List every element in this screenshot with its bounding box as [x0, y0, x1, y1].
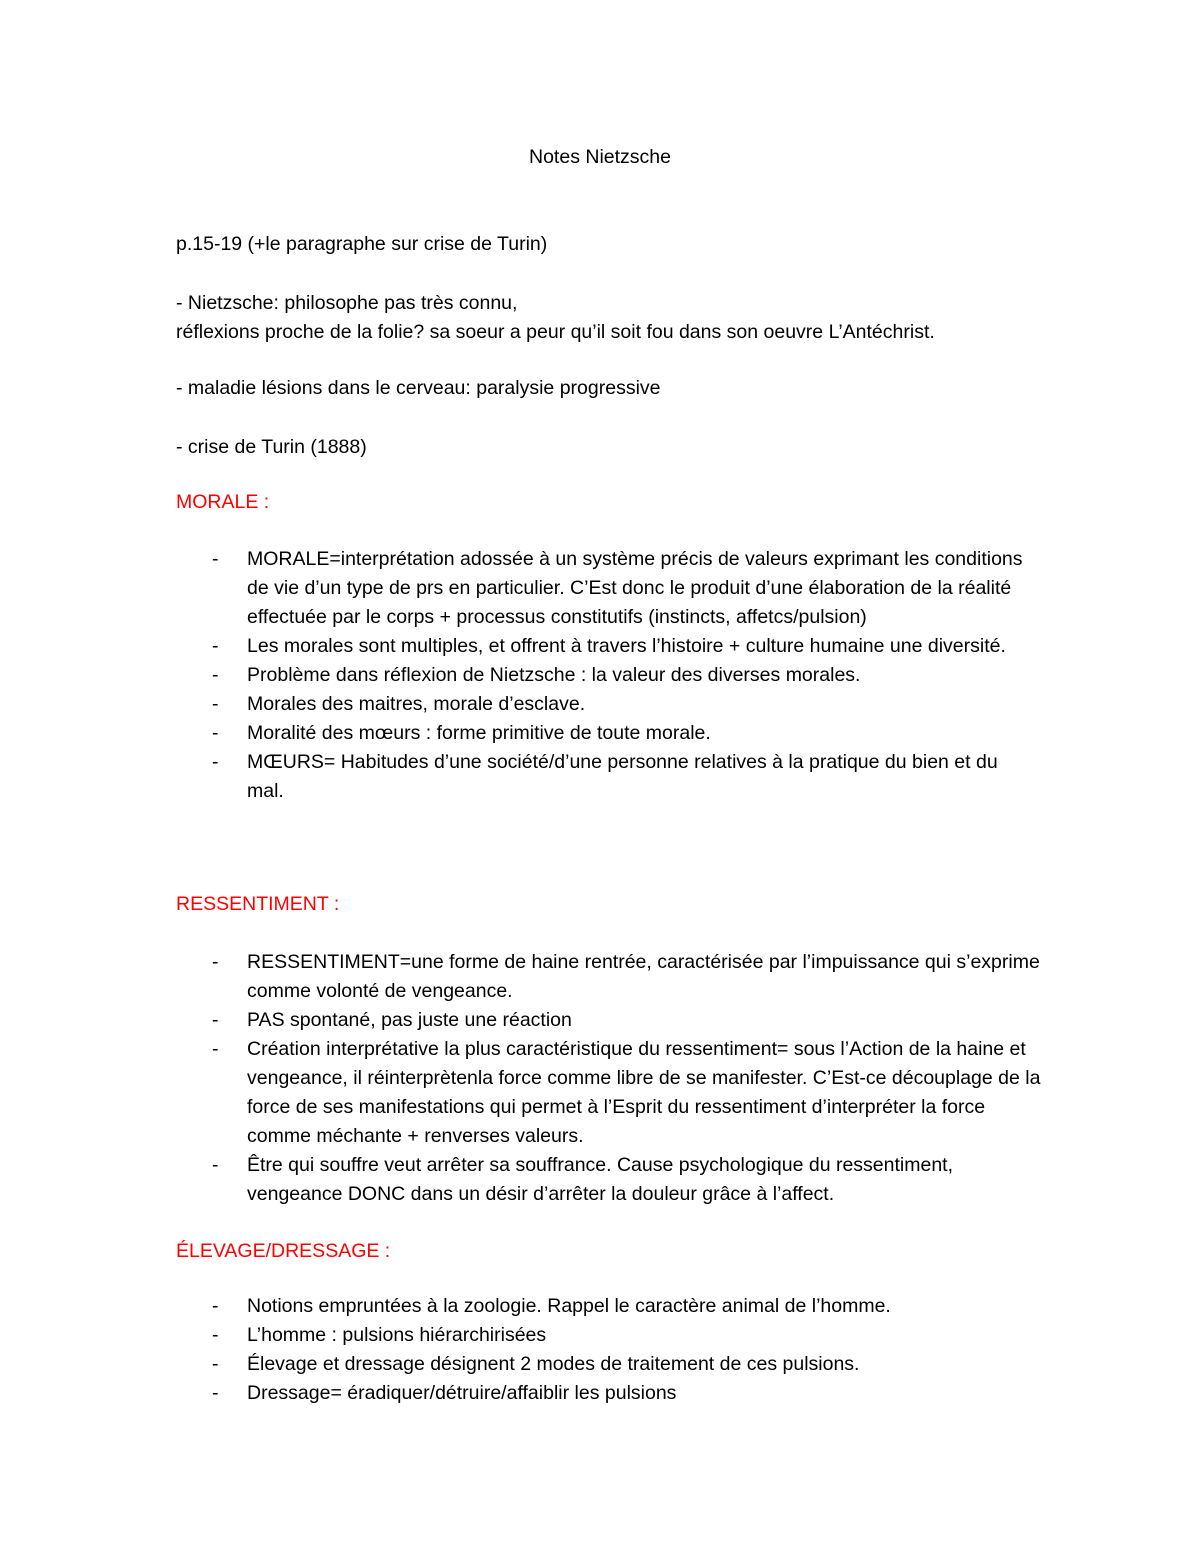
list-item-text: Élevage et dressage désignent 2 modes de traitement de ces pulsions.	[247, 1353, 860, 1375]
section-heading-elevage-dressage: ÉLEVAGE/DRESSAGE :	[176, 1240, 391, 1262]
list-item-text: Moralité des mœurs : forme primitive de toute morale.	[247, 722, 711, 744]
list-item	[176, 1350, 1036, 1379]
list-item-text: MORALE=interprétation adossée à un système précis de valeurs exprimant les conditions de vie d’un type de prs en particulier. C’Est donc le produit d’une élaboration de la réalité effectuée par le corps + processus constitutifs (instincts, affetcs/pulsion)	[247, 548, 1023, 628]
bullet-dash: -	[212, 693, 219, 715]
list-item	[176, 948, 1041, 1006]
list-item	[176, 1321, 1036, 1350]
list-item	[176, 748, 1026, 806]
bullet-dash: -	[212, 664, 219, 686]
bullet-dash: -	[212, 951, 219, 973]
intro-line-4: - crise de Turin (1888)	[176, 436, 367, 458]
list-item-text: L’homme : pulsions hiérarchirisées	[247, 1324, 547, 1346]
list-item	[176, 690, 1026, 719]
list-item-text: Morales des maitres, morale d’esclave.	[247, 693, 586, 715]
ressentiment-list	[176, 948, 1041, 1209]
section-heading-morale: MORALE :	[176, 491, 270, 513]
list-item	[176, 632, 1026, 661]
list-item-text: Création interprétative la plus caractéristique du ressentiment= sous l’Action de la haine et vengeance, il réinterprètenla force comme libre de se manifester. C’Est-ce découplage de la force de ses manifestations qui permet à l’Esprit du ressentiment d’interpréter la force comme méchante + renverses valeurs.	[247, 1038, 1041, 1147]
list-item	[176, 1151, 1041, 1209]
pages-reference: p.15-19 (+le paragraphe sur crise de Turin)	[176, 233, 548, 255]
list-item-text: PAS spontané, pas juste une réaction	[247, 1009, 572, 1031]
list-item-text: Notions empruntées à la zoologie. Rappel le caractère animal de l’homme.	[247, 1295, 891, 1317]
list-item-text: Être qui souffre veut arrêter sa souffrance. Cause psychologique du ressentiment, vengeance DONC dans un désir d’arrêter la douleur grâce à l’affect.	[247, 1154, 954, 1205]
bullet-dash: -	[212, 1295, 219, 1317]
list-item	[176, 1006, 1041, 1035]
section-heading-ressentiment: RESSENTIMENT :	[176, 893, 340, 915]
list-item	[176, 661, 1026, 690]
morale-list	[176, 545, 1026, 806]
list-item	[176, 1292, 1036, 1321]
list-item-text: MŒURS= Habitudes d’une société/d’une personne relatives à la pratique du bien et du mal.	[247, 751, 998, 802]
bullet-dash: -	[212, 1382, 219, 1404]
elevage-dressage-list	[176, 1292, 1036, 1408]
bullet-dash: -	[212, 751, 219, 773]
list-item-text: RESSENTIMENT=une forme de haine rentrée, caractérisée par l’impuissance qui s’exprime comme volonté de vengeance.	[247, 951, 1040, 1002]
bullet-dash: -	[212, 1353, 219, 1375]
list-item-text: Problème dans réflexion de Nietzsche : la valeur des diverses morales.	[247, 664, 861, 686]
list-item	[176, 719, 1026, 748]
bullet-dash: -	[212, 1154, 219, 1176]
bullet-dash: -	[212, 1009, 219, 1031]
intro-line-1: - Nietzsche: philosophe pas très connu,	[176, 292, 518, 314]
list-item	[176, 1035, 1041, 1151]
bullet-dash: -	[212, 635, 219, 657]
document-title: Notes Nietzsche	[529, 146, 671, 168]
bullet-dash: -	[212, 722, 219, 744]
bullet-dash: -	[212, 1038, 219, 1060]
intro-line-3: - maladie lésions dans le cerveau: paralysie progressive	[176, 377, 661, 399]
list-item-text: Les morales sont multiples, et offrent à travers l’histoire + culture humaine une diversité.	[247, 635, 1006, 657]
list-item-text: Dressage= éradiquer/détruire/affaiblir les pulsions	[247, 1382, 677, 1404]
list-item	[176, 1379, 1036, 1408]
bullet-dash: -	[212, 548, 219, 570]
list-item	[176, 545, 1026, 632]
intro-line-2: réflexions proche de la folie? sa soeur a peur qu’il soit fou dans son oeuvre L’Antéchrist.	[176, 321, 935, 343]
bullet-dash: -	[212, 1324, 219, 1346]
